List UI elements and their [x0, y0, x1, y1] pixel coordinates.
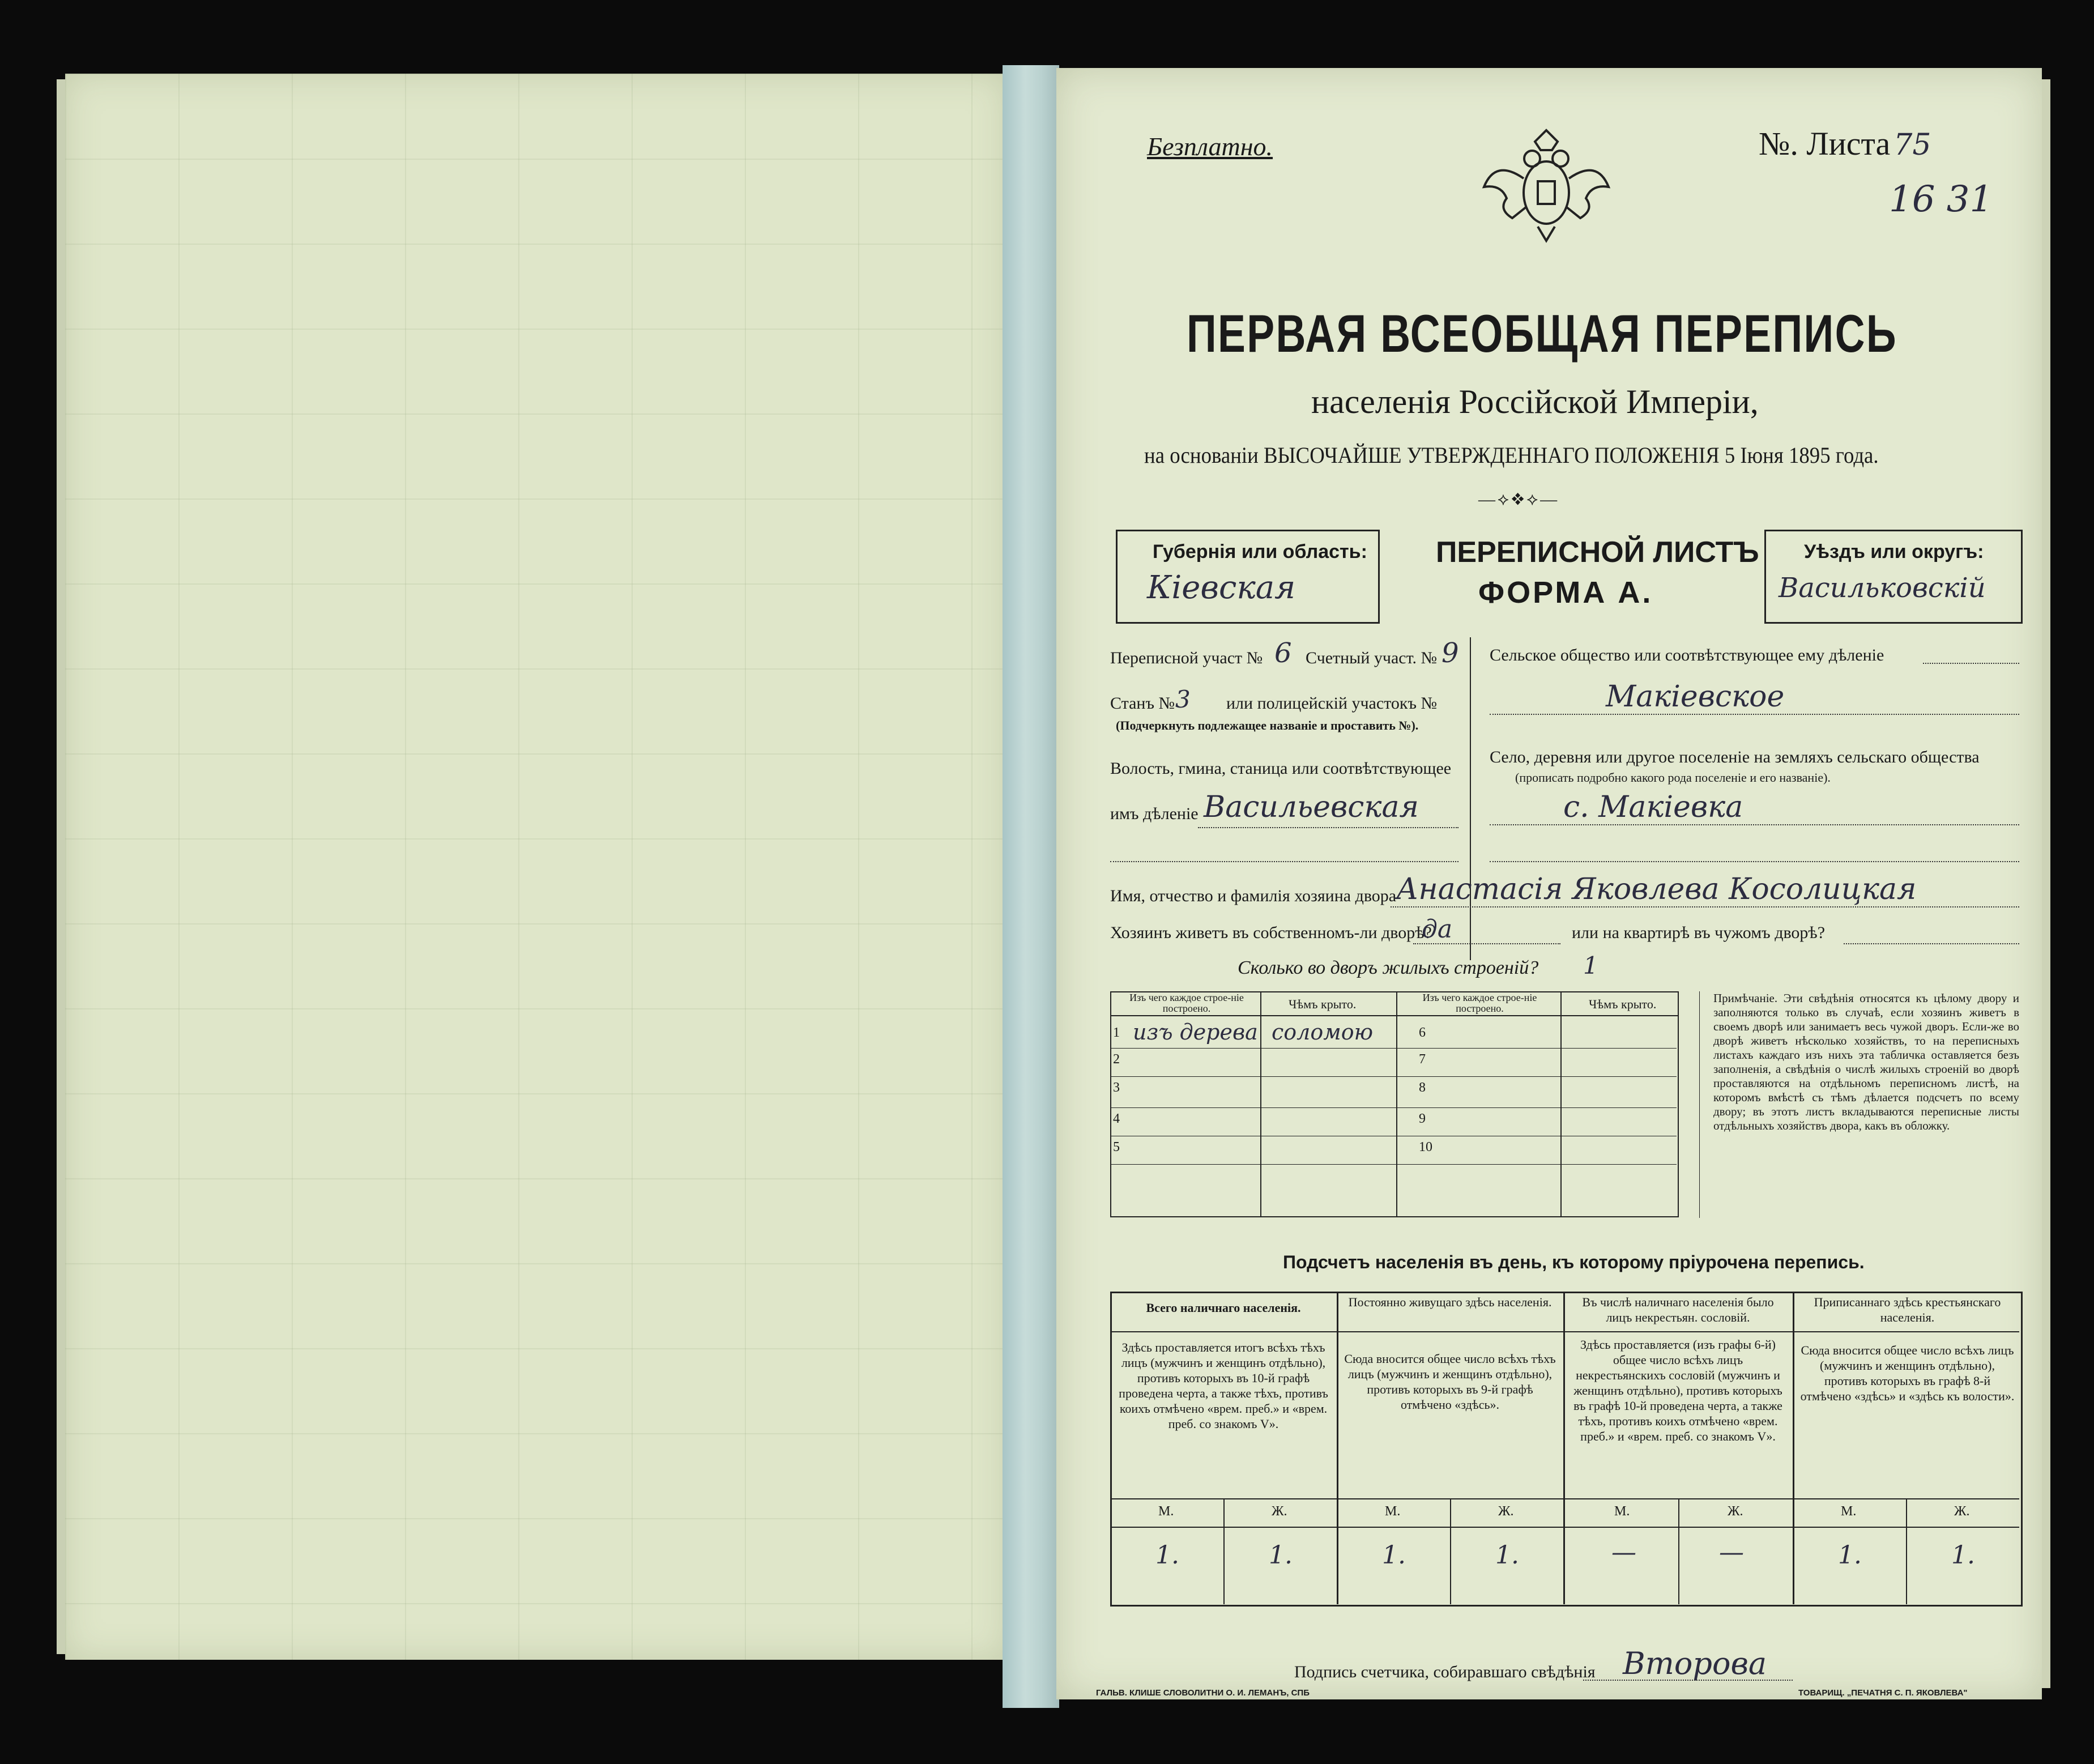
- row-line: [1110, 1048, 1677, 1049]
- pop-mf-divider-1: [1223, 1498, 1225, 1604]
- pop-f-value: —: [1719, 1538, 1744, 1567]
- village-line-2: [1490, 861, 2019, 862]
- pop-desc-line: [1110, 1498, 2019, 1499]
- census-district-label: Переписной участ №: [1110, 649, 1263, 667]
- owner-label: Имя, отчество и фамилія хозяина двора: [1110, 887, 1397, 905]
- col-material-right: Изъ чего каждое строе-ніе построено.: [1422, 992, 1537, 1014]
- row-number: 6: [1419, 1025, 1426, 1040]
- pop-col-head: Въ числѣ наличнаго населенія было лицъ некрестьян. сословій.: [1582, 1295, 1774, 1324]
- buildings-head-line: [1110, 1015, 1678, 1016]
- pop-f-value: 1.: [1951, 1541, 1975, 1570]
- row-number: 10: [1419, 1140, 1432, 1154]
- census-form-page: [1056, 68, 2042, 1699]
- pop-f-label: Ж.: [1272, 1504, 1287, 1519]
- pop-mf-divider-2: [1450, 1498, 1451, 1604]
- pop-col-desc: Сюда вносится общее число всѣхъ лицъ (мужчинъ и женщинъ отдѣльно), противъ которыхъ въ графѣ 8-й отмѣчено «здѣсь» и «здѣсь къ волости».: [1800, 1343, 2015, 1403]
- pop-f-label: Ж.: [1728, 1504, 1743, 1519]
- volost-value: Васильевская: [1204, 790, 1419, 824]
- pop-m-label: М.: [1841, 1504, 1857, 1519]
- guberniya-value: Кіевская: [1147, 569, 1296, 606]
- pop-col-desc: Здѣсь проставляется итогъ всѣхъ тѣхъ лицъ (мужчинъ и женщинъ отдѣльно), противъ которыхъ въ 10-й графѣ проведена черта, а также тѣхъ, противъ коихъ отмѣчено «врем. преб.» и «врем. преб. со знакомъ V».: [1119, 1340, 1328, 1431]
- main-title: ПЕРВАЯ ВСЕОБЩАЯ ПЕРЕПИСЬ: [1187, 304, 1897, 363]
- counting-district-value: 9: [1442, 637, 1459, 669]
- remark-note: Примѣчаніе. Эти свѣдѣнія относятся къ цѣлому двору и заполняются только въ случаѣ, если хозяинъ живетъ в своемъ дворѣ или занимаетъ весь чужой дворъ. Если-же во дворѣ живетъ нѣсколько хозяйствъ, то на переписныхъ листахъ каждаго изъ нихъ эта табличка оставляется безъ заполненія, а свѣдѣнія о числѣ жилыхъ строеній во дворѣ проставляются на отдѣльномъ переписномъ листѣ, на которомъ вмѣстѣ съ тѣмъ дѣлается подсчетъ по всему двору; въ этотъ листъ вкладываются переписные листы отдѣльныхъ хозяйствъ двора, какъ въ обложку.: [1713, 991, 2019, 1132]
- own-yard-label: Хозяинъ живетъ въ собственномъ-ли дворѣ?: [1110, 923, 1432, 942]
- form-title: ПЕРЕПИСНОЙ ЛИСТЪ: [1436, 536, 1759, 569]
- pop-m-value: 1.: [1155, 1541, 1179, 1570]
- row-material: изъ дерева: [1133, 1020, 1258, 1045]
- guberniya-label: Губернія или область:: [1153, 541, 1367, 563]
- pop-head-line: [1110, 1331, 2019, 1332]
- pop-col-divider-2: [1563, 1292, 1565, 1604]
- pop-m-label: М.: [1385, 1504, 1401, 1519]
- village-hint: (прописать подробно какого рода поселеніе и его названіе).: [1515, 770, 1831, 785]
- pop-f-value: 1.: [1495, 1541, 1519, 1570]
- fields-divider: [1470, 637, 1471, 960]
- volost-line: [1198, 827, 1458, 828]
- imperial-eagle-emblem: [1478, 125, 1614, 244]
- pop-m-label: М.: [1614, 1504, 1630, 1519]
- row-number: 7: [1419, 1052, 1426, 1067]
- pop-col-head: Постоянно живущаго здѣсь населенія.: [1348, 1295, 1552, 1309]
- pop-f-value: 1.: [1269, 1541, 1293, 1570]
- footer-left: ГАЛЬВ. КЛИШЕ СЛОВОЛИТНИ О. И. ЛЕМАНЪ, СПБ: [1096, 1688, 1310, 1698]
- volost-line-2: [1110, 861, 1458, 862]
- buildings-col-3: [1560, 991, 1562, 1216]
- free-label: Безплатно.: [1147, 132, 1273, 161]
- pop-col-desc: Сюда вносится общее число всѣхъ тѣхъ лицъ (мужчинъ и женщинъ отдѣльно), противъ которыхъ въ 9-й графѣ отмѣчено «здѣсь».: [1344, 1352, 1556, 1412]
- owner-value: Анастасія Яковлева Косолицкая: [1396, 872, 1917, 906]
- uezd-label: Уѣздъ или округъ:: [1804, 541, 1984, 563]
- pop-f-label: Ж.: [1498, 1504, 1514, 1519]
- pop-m-label: М.: [1158, 1504, 1174, 1519]
- row-line: [1110, 1164, 1677, 1165]
- archive-number: 16 31: [1889, 178, 1993, 220]
- pop-col-head: Приписаннаго здѣсь крестьянскаго населенія.: [1814, 1295, 2001, 1324]
- signature-line: [1583, 1680, 1793, 1681]
- society-line-2: [1490, 714, 2019, 715]
- row-line: [1110, 1076, 1677, 1077]
- counting-district-label: Счетный участ. №: [1306, 649, 1438, 667]
- pop-mf-line: [1110, 1527, 2019, 1528]
- census-district-value: 6: [1274, 637, 1292, 669]
- pop-col-head: Всего наличнаго населенія.: [1146, 1301, 1301, 1315]
- volost-label-2: имъ дѣленіе: [1110, 804, 1199, 823]
- row-line: [1110, 1107, 1677, 1108]
- society-label: Сельское общество или соотвѣтствующее ему дѣленіе: [1490, 646, 1884, 664]
- village-value: с. Макіевка: [1563, 790, 1743, 824]
- row-number: 2: [1113, 1052, 1120, 1067]
- rent-label: или на квартирѣ въ чужомъ дворѣ?: [1572, 923, 1826, 942]
- col-roof-left: Чѣмъ крыто.: [1289, 997, 1357, 1011]
- buildings-col-2: [1396, 991, 1397, 1216]
- society-line: [1923, 663, 2019, 664]
- footer-right: ТОВАРИЩ. „ПЕЧАТНЯ С. П. ЯКОВЛЕВА": [1798, 1688, 1968, 1698]
- sheet-number-value: 75: [1893, 128, 1931, 162]
- buildings-col-1: [1260, 991, 1261, 1216]
- village-label: Село, деревня или другое поселеніе на земляхъ сельскаго общества: [1490, 748, 1980, 766]
- remark-divider: [1699, 991, 1700, 1218]
- pop-m-value: 1.: [1382, 1541, 1406, 1570]
- pop-col-divider-1: [1337, 1292, 1338, 1604]
- own-yard-line: [1413, 943, 1560, 944]
- form-type: ФОРМА А.: [1478, 576, 1653, 610]
- stan-label: Станъ №: [1110, 694, 1175, 713]
- row-number: 1: [1113, 1025, 1120, 1040]
- signature-label: Подпись счетчика, собиравшаго свѣдѣнія: [1294, 1663, 1596, 1681]
- pop-mf-divider-3: [1678, 1498, 1679, 1604]
- row-number: 8: [1419, 1080, 1426, 1095]
- buildings-label: Сколько во дворъ жилыхъ строеній?: [1238, 957, 1539, 978]
- basis-line: на основаніи ВЫСОЧАЙШЕ УТВЕРЖДЕННАГО ПОЛОЖЕНІЯ 5 Іюня 1895 года.: [1144, 442, 1879, 468]
- pop-m-value: 1.: [1838, 1541, 1862, 1570]
- col-material-left: Изъ чего каждое строе-ніе построено.: [1129, 992, 1244, 1014]
- population-title: Подсчетъ населенія въ день, къ которому пріурочена перепись.: [1283, 1252, 1865, 1272]
- pop-mf-divider-4: [1906, 1498, 1907, 1604]
- police-label: или полицейскій участокъ №: [1226, 694, 1438, 713]
- underline-hint: (Подчеркнуть подлежащее названіе и проставить №).: [1116, 718, 1419, 732]
- buildings-value: 1: [1583, 952, 1598, 979]
- row-number: 5: [1113, 1140, 1120, 1154]
- society-value: Макіевское: [1606, 680, 1785, 714]
- row-number: 9: [1419, 1111, 1426, 1126]
- subtitle: населенія Россійской Имперіи,: [1311, 383, 1759, 420]
- population-table: [1110, 1292, 2023, 1607]
- row-number: 4: [1113, 1111, 1120, 1126]
- signature-value: Второва: [1623, 1646, 1767, 1681]
- volost-label: Волость, гмина, станица или соотвѣтствующее: [1110, 759, 1452, 778]
- owner-line: [1391, 906, 2019, 907]
- row-number: 3: [1113, 1080, 1120, 1095]
- village-line: [1490, 824, 2019, 825]
- col-roof-right: Чѣмъ крыто.: [1589, 997, 1657, 1011]
- pop-col-desc: Здѣсь проставляется (изъ графы 6-й) общее число всѣхъ лицъ некрестьянскихъ сословій (мужчинъ и женщинъ отдѣльно), противъ которыхъ въ графѣ 10-й проведена черта, а также тѣхъ, противъ коихъ отмѣчено «врем. преб.» и «врем. преб. со знакомъ V».: [1573, 1337, 1782, 1443]
- uezd-value: Васильковскій: [1779, 572, 1986, 604]
- book-spine: [1003, 65, 1059, 1708]
- left-page-blank: [65, 74, 1005, 1660]
- own-yard-value: да: [1422, 915, 1453, 944]
- row-roof: соломою: [1272, 1020, 1374, 1045]
- stan-value: 3: [1175, 685, 1191, 713]
- rent-line: [1844, 943, 2019, 944]
- ornament-divider: —⟡❖⟡—: [1478, 490, 1560, 509]
- pop-m-value: —: [1611, 1538, 1636, 1567]
- sheet-number-label: №. Листа 75: [1759, 125, 1931, 162]
- pop-f-label: Ж.: [1954, 1504, 1970, 1519]
- pop-col-divider-3: [1793, 1292, 1794, 1604]
